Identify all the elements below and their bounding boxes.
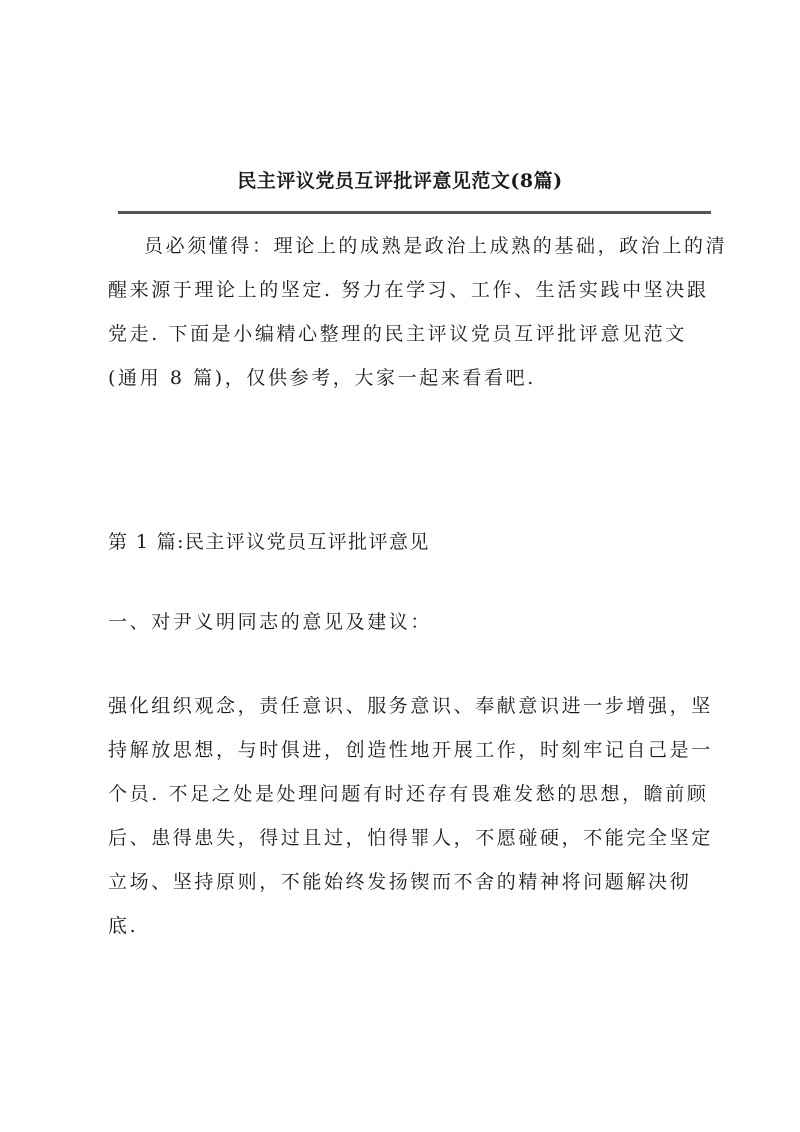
title-divider [118, 211, 711, 214]
body-line: 强化组织观念，责任意识、服务意识、奉献意识进一步增强，坚 [108, 695, 713, 717]
body-line: 底. [108, 915, 139, 937]
intro-line: 党走. 下面是小编精心整理的民主评议党员互评批评意见范文 [108, 323, 687, 345]
body-line: 后、患得患失，得过且过，怕得罪人，不愿碰硬，不能完全坚定 [108, 827, 713, 849]
subheading: 一、对尹义明同志的意见及建议： [108, 611, 433, 633]
body-line: 立场、坚持原则，不能始终发扬锲而不舍的精神将问题解决彻 [108, 871, 692, 893]
document-title: 民主评议党员互评批评意见范文(8篇) [237, 170, 563, 192]
intro-paragraph [108, 224, 728, 400]
section-heading: 第 1 篇:民主评议党员互评批评意见 [108, 531, 430, 553]
body-paragraph [108, 684, 713, 948]
intro-line: 醒来源于理论上的坚定. 努力在学习、工作、生活实践中坚决跟 [108, 279, 709, 301]
body-line: 持解放思想，与时俱进，创造性地开展工作，时刻牢记自己是一 [108, 739, 713, 761]
intro-line: (通用 8 篇)，仅供参考，大家一起来看看吧. [108, 367, 536, 389]
body-line: 个员. 不足之处是处理问题有时还存有畏难发愁的思想，瞻前顾 [108, 783, 709, 805]
intro-line: 员必须懂得：理论上的成熟是政治上成熟的基础，政治上的清 [144, 235, 728, 257]
